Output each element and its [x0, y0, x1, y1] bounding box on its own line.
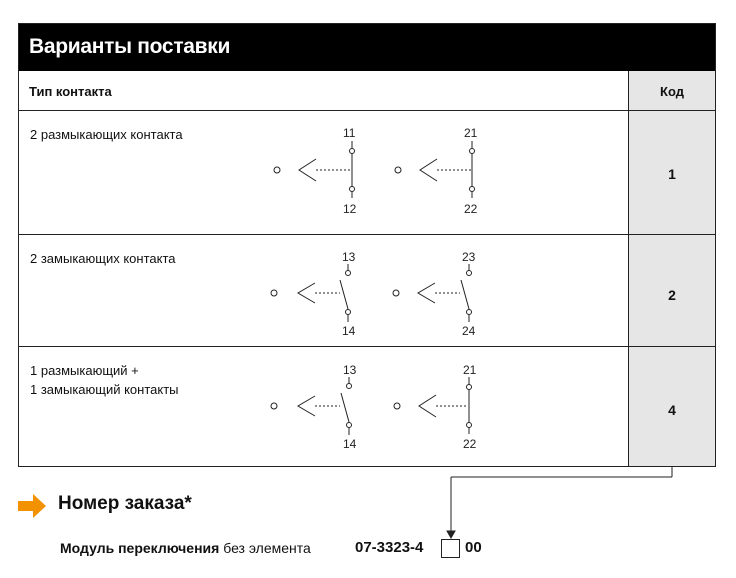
terminal-label: 22	[463, 437, 477, 451]
row-3-label-line-1: 1 размыкающий +	[30, 363, 139, 378]
no-contact-symbol	[393, 264, 472, 322]
terminal-label: 21	[464, 126, 478, 140]
terminal-label: 22	[464, 202, 478, 216]
order-code-placeholder-box	[441, 539, 460, 558]
row-1-label-line: 2 размыкающих контакта	[30, 127, 183, 142]
row-3-code: 4	[668, 402, 676, 418]
order-code-suffix: 00	[465, 539, 482, 556]
order-code-prefix: 07-3323-4	[355, 539, 424, 556]
header-code: Код	[660, 84, 684, 99]
row-2-label-line: 2 замыкающих контакта	[30, 251, 176, 266]
nc-contact-symbol	[274, 141, 355, 198]
terminal-label: 14	[342, 324, 356, 338]
no-contact-symbol	[271, 264, 351, 322]
terminal-label: 21	[463, 363, 477, 377]
terminal-label: 12	[343, 202, 357, 216]
code-connector-line	[447, 467, 672, 538]
terminal-label: 24	[462, 324, 476, 338]
no-contact-symbol	[271, 377, 352, 435]
row-3-label-line-2: 1 замыкающий контакты	[30, 382, 179, 397]
orange-arrow-icon	[18, 494, 48, 518]
nc-contact-symbol	[394, 377, 472, 434]
terminal-label: 13	[342, 250, 356, 264]
terminal-label: 23	[462, 250, 476, 264]
terminal-label: 11	[343, 126, 356, 140]
order-number-title: Номер заказа*	[58, 493, 192, 514]
terminal-label: 13	[343, 363, 357, 377]
header-contact-type: Тип контакта	[29, 84, 112, 99]
row-1-code: 1	[668, 166, 676, 182]
section-title: Варианты поставки	[18, 23, 716, 71]
module-description	[60, 540, 311, 556]
terminal-label: 14	[343, 437, 357, 451]
module-qualifier: без элемента	[219, 540, 311, 556]
row-2-code: 2	[668, 287, 676, 303]
nc-contact-symbol	[395, 141, 475, 198]
module-name: Модуль переключения	[60, 540, 220, 556]
